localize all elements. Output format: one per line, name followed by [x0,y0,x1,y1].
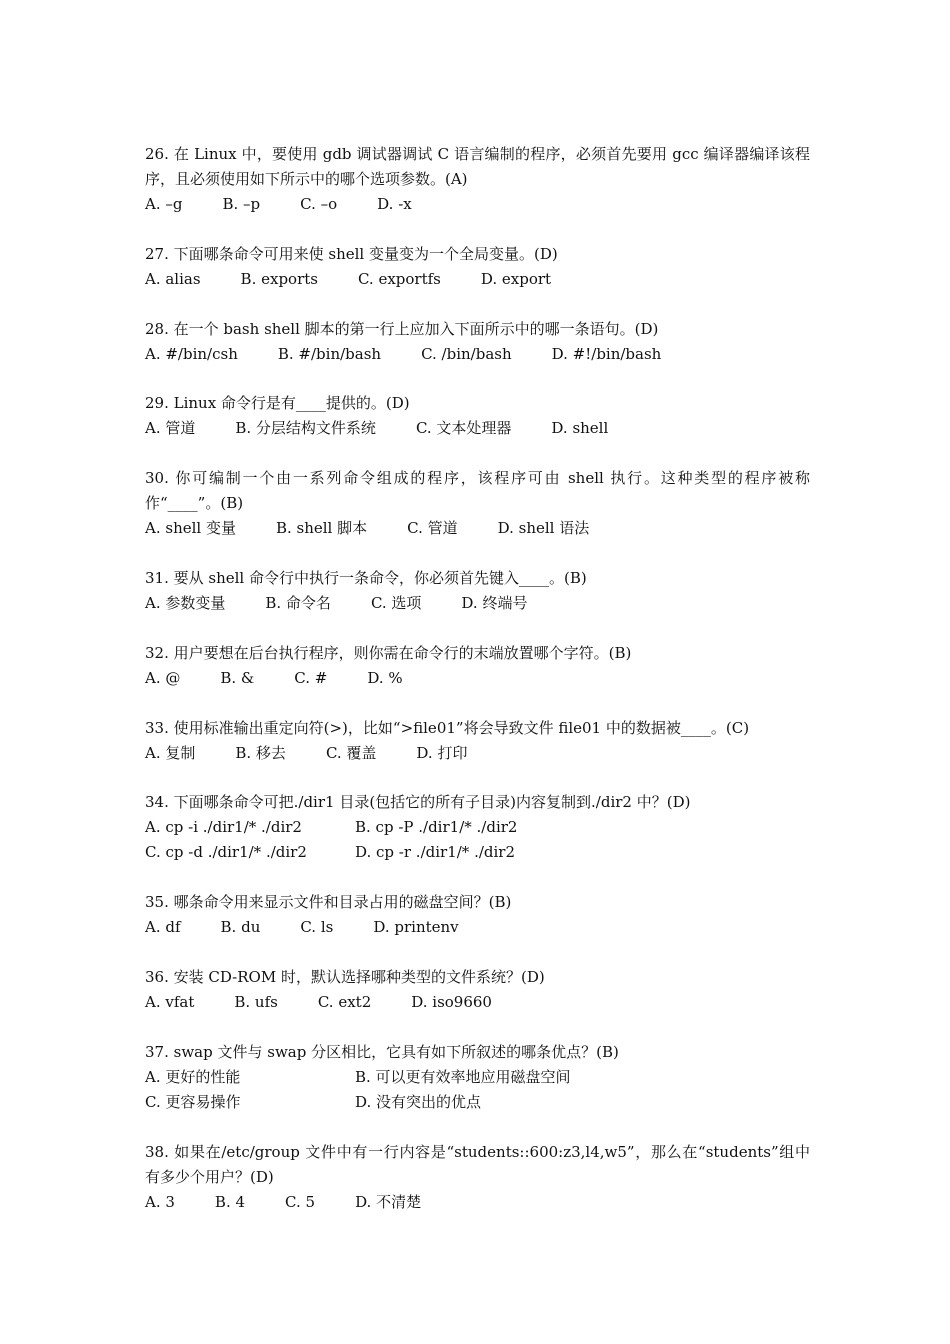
question-30 [145,466,810,541]
options-row [145,666,810,691]
option-d: D. shell [551,419,609,438]
option-c: C. 5 [285,1192,316,1211]
option-c: C. exportfs [357,269,441,288]
option-a: A. cp -i ./dir1/* ./dir2 [145,818,302,837]
question-stem: 34. 下面哪条命令可把./dir1 目录(包括它的所有子目录)内容复制到./dir2 中？(D) [145,793,691,812]
question-32 [145,641,810,691]
question-stem: 26. 在 Linux 中，要使用 gdb 调试器调试 C 语言编制的程序，必须首先要用 gcc 编译器编译该程序，且必须使用如下所示中的哪个选项参数。(A) [145,145,810,188]
question-stem: 33. 使用标准输出重定向符(>)，比如“>file01”将会导致文件 file01 中的数据被____。(C) [145,718,750,737]
option-b: B. 移去 [235,743,286,762]
option-b: B. 4 [214,1192,246,1211]
question-stem: 38. 如果在/etc/group 文件中有一行内容是“students::600:z3,l4,w5”，那么在“students”组中有多少个用户？(D) [145,1142,810,1186]
option-a: A. shell 变量 [145,519,236,538]
question-33 [145,716,810,766]
option-d: D. #!/bin/bash [551,344,662,363]
question-stem: 36. 安装 CD-ROM 时，默认选择哪种类型的文件系统？(D) [145,967,545,986]
option-d: D. cp -r ./dir1/* ./dir2 [355,843,515,862]
question-28 [145,317,810,367]
option-a: A. 3 [145,1192,175,1211]
option-c: C. 更容易操作 [145,1092,241,1111]
question-stem: 31. 要从 shell 命令行中执行一条命令，你必须首先键入____。(B) [145,568,587,587]
option-c: C. # [294,668,328,687]
option-a: A. #/bin/csh [145,344,238,363]
option-c: C. 文本处理器 [415,419,512,438]
question-27 [145,242,810,292]
option-a: A. df [145,918,181,937]
question-38 [145,1140,810,1215]
option-a: A. @ [145,668,181,687]
question-list [145,142,810,1239]
option-c: C. cp -d ./dir1/* ./dir2 [145,843,307,862]
option-a: A. –g [145,195,183,213]
option-d: D. export [480,269,552,288]
option-c: C. ext2 [317,992,372,1011]
option-b: B. exports [240,269,318,288]
option-a: A. 更好的性能 [145,1067,241,1086]
question-31 [145,566,810,616]
options-row [145,815,810,840]
options-row [145,741,810,766]
option-d: D. 打印 [416,743,468,762]
option-d: D. 没有突出的优点 [355,1092,482,1111]
options-row [145,416,810,441]
option-d: D. % [367,668,403,687]
option-a: A. vfat [145,992,195,1011]
options-row [145,990,810,1015]
option-b: B. –p [222,195,261,213]
options-row [145,342,810,367]
question-stem: 27. 下面哪条命令可用来使 shell 变量变为一个全局变量。(D) [145,244,558,263]
option-a: A. 复制 [145,743,196,762]
option-c: C. 选项 [370,593,422,612]
question-35 [145,890,810,940]
options-row [145,591,810,616]
question-34 [145,790,810,865]
option-d: D. -x [377,195,412,213]
option-b: B. 分层结构文件系统 [235,419,376,438]
option-b: B. 命令名 [265,593,331,612]
options-row [145,1065,810,1090]
options-row [145,915,810,940]
option-c: C. 覆盖 [325,743,377,762]
option-d: D. 不清楚 [355,1192,422,1211]
option-d: D. iso9660 [411,992,492,1011]
option-b: B. cp -P ./dir1/* ./dir2 [355,818,518,837]
option-b: B. & [220,668,255,687]
options-row [145,1190,810,1215]
option-a: A. 管道 [145,419,196,438]
question-26 [145,142,810,217]
option-c: C. ls [300,918,334,937]
options-row [145,192,810,217]
option-d: D. printenv [373,918,459,937]
question-29 [145,391,810,441]
question-37 [145,1040,810,1115]
option-c: C. /bin/bash [421,344,512,363]
question-36 [145,965,810,1015]
options-row [145,267,810,292]
options-row [145,516,810,541]
option-c: C. 管道 [407,519,458,538]
question-stem: 37. swap 文件与 swap 分区相比，它具有如下所叙述的哪条优点？(B) [145,1042,619,1061]
option-c: C. –o [300,195,338,213]
question-stem: 29. Linux 命令行是有____提供的。(D) [145,394,410,413]
option-b: B. shell 脚本 [275,519,368,538]
option-b: B. #/bin/bash [277,344,382,363]
question-stem: 30. 你可编制一个由一系列命令组成的程序，该程序可由 shell 执行。这种类型的程序被称作“____”。(B) [145,469,810,513]
options-row [145,840,810,865]
option-a: A. 参数变量 [145,593,226,612]
question-stem: 35. 哪条命令用来显示文件和目录占用的磁盘空间？(B) [145,893,512,912]
option-d: D. 终端号 [461,593,528,612]
option-a: A. alias [145,269,201,288]
option-b: B. du [220,918,261,937]
question-stem: 28. 在一个 bash shell 脚本的第一行上应加入下面所示中的哪一条语句。(D) [145,319,659,338]
question-stem: 32. 用户要想在后台执行程序，则你需在命令行的末端放置哪个字符。(B) [145,643,632,662]
option-d: D. shell 语法 [497,519,590,538]
option-b: B. 可以更有效率地应用磁盘空间 [355,1067,571,1086]
options-row [145,1090,810,1115]
option-b: B. ufs [234,992,278,1011]
